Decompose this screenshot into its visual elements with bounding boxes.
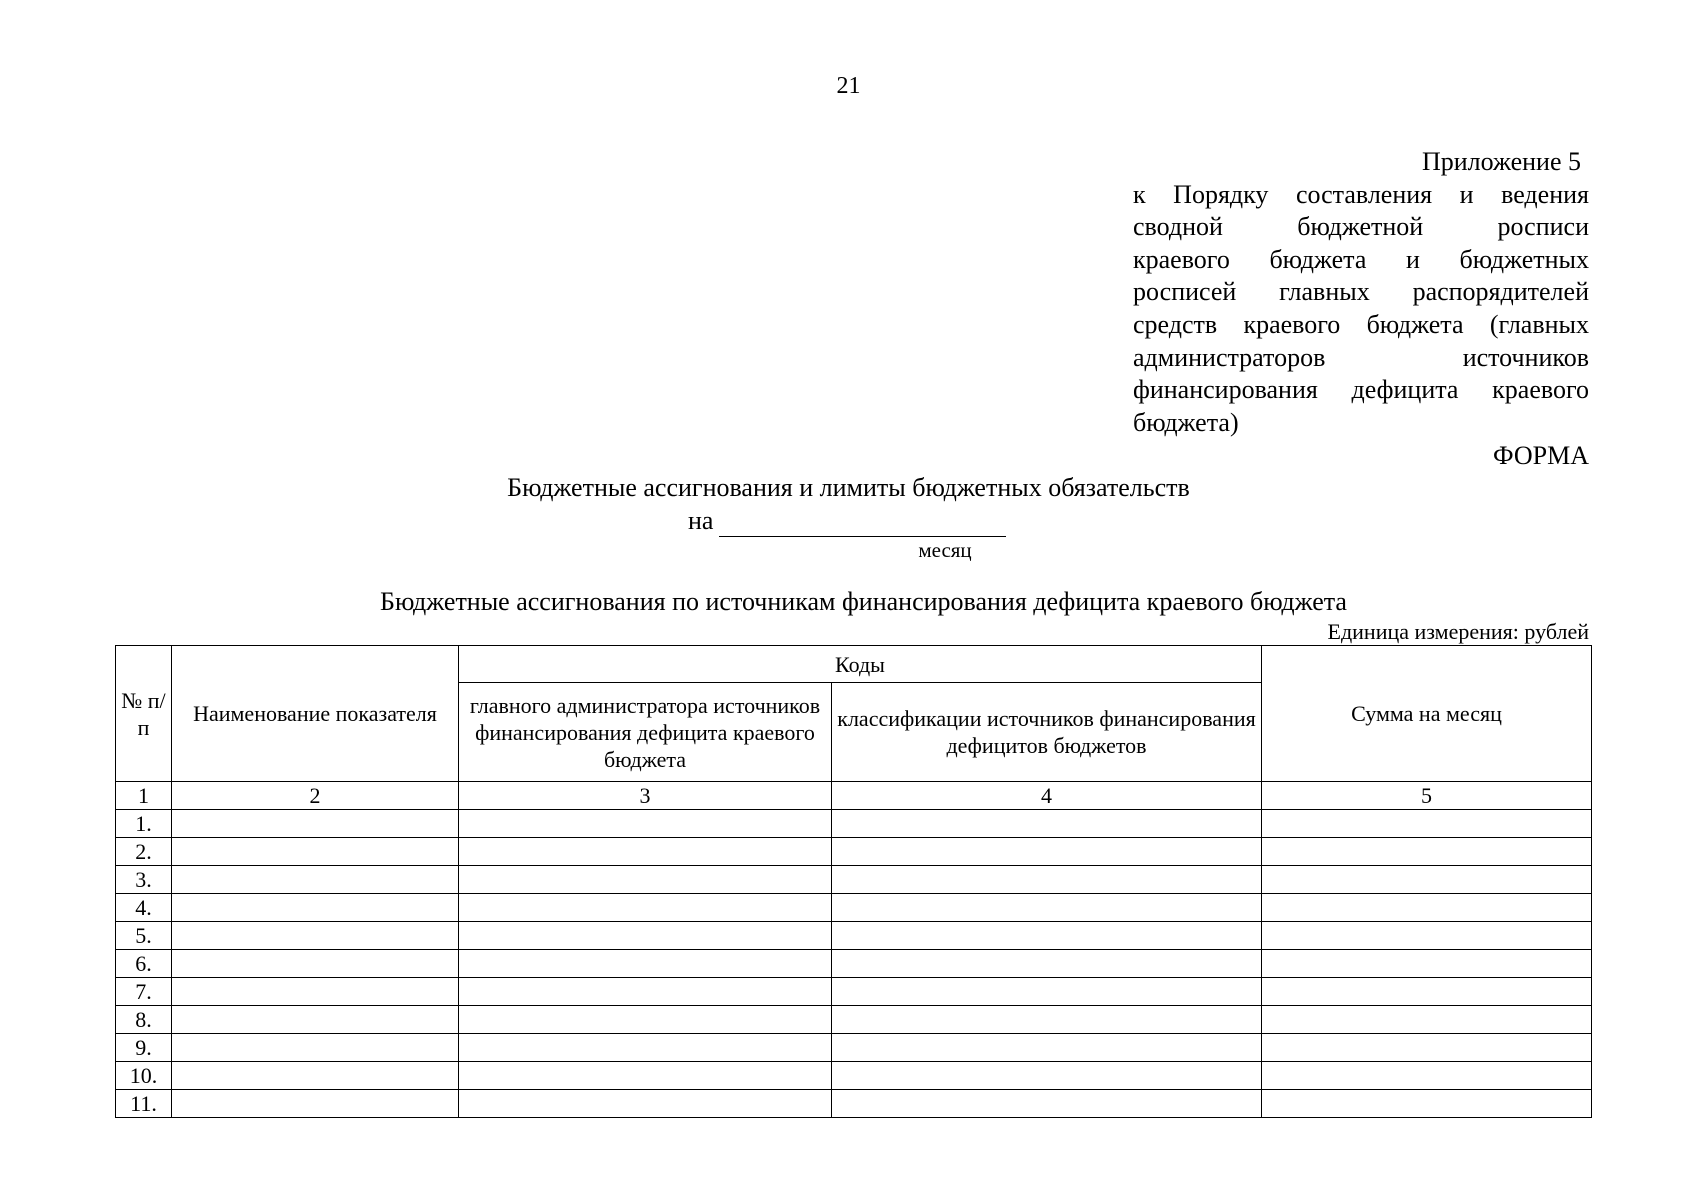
admin-code-cell[interactable] xyxy=(459,866,832,894)
table-row xyxy=(116,810,1592,838)
admin-code-cell[interactable] xyxy=(459,950,832,978)
class-code-cell[interactable] xyxy=(832,950,1262,978)
sum-cell[interactable] xyxy=(1262,838,1592,866)
month-prefix: на xyxy=(688,506,714,535)
row-index-cell: 3. xyxy=(116,866,172,894)
class-code-cell[interactable] xyxy=(832,1062,1262,1090)
class-code-cell[interactable] xyxy=(832,894,1262,922)
row-index-cell: 6. xyxy=(116,950,172,978)
row-index-cell: 9. xyxy=(116,1034,172,1062)
sum-cell[interactable] xyxy=(1262,1062,1592,1090)
table-row xyxy=(116,950,1592,978)
class-code-cell[interactable] xyxy=(832,1006,1262,1034)
class-code-cell[interactable] xyxy=(832,838,1262,866)
class-code-cell[interactable] xyxy=(832,1090,1262,1118)
appendix-line: росписей главных распорядителей xyxy=(1133,277,1589,307)
admin-code-cell[interactable] xyxy=(459,978,832,1006)
sum-cell[interactable] xyxy=(1262,1006,1592,1034)
appendix-block xyxy=(1133,146,1589,439)
class-code-cell[interactable] xyxy=(832,922,1262,950)
table-row xyxy=(116,1062,1592,1090)
page-number: 21 xyxy=(836,73,861,99)
row-index-cell: 11. xyxy=(116,1090,172,1118)
appendix-line: средств краевого бюджета (главных xyxy=(1133,309,1589,339)
row-index-cell: 4. xyxy=(116,894,172,922)
column-number: 3 xyxy=(459,782,832,810)
header-num: № п/п xyxy=(116,646,172,782)
class-code-cell[interactable] xyxy=(832,810,1262,838)
sum-cell[interactable] xyxy=(1262,922,1592,950)
admin-code-cell[interactable] xyxy=(459,838,832,866)
table-row xyxy=(116,1006,1592,1034)
column-number: 2 xyxy=(172,782,459,810)
row-index-cell: 1. xyxy=(116,810,172,838)
column-number: 1 xyxy=(116,782,172,810)
row-index-cell: 8. xyxy=(116,1006,172,1034)
indicator-name-cell[interactable] xyxy=(172,978,459,1006)
sum-cell[interactable] xyxy=(1262,1034,1592,1062)
admin-code-cell[interactable] xyxy=(459,1006,832,1034)
allocations-table xyxy=(115,645,1592,1118)
row-index-cell: 2. xyxy=(116,838,172,866)
table-row xyxy=(116,838,1592,866)
indicator-name-cell[interactable] xyxy=(172,1090,459,1118)
table-row xyxy=(116,1090,1592,1118)
indicator-name-cell[interactable] xyxy=(172,1034,459,1062)
admin-code-cell[interactable] xyxy=(459,894,832,922)
row-index-cell: 10. xyxy=(116,1062,172,1090)
appendix-line: финансирования дефицита краевого xyxy=(1133,375,1589,405)
header-admin-code: главного администратора источников финансирования дефицита краевого бюджета xyxy=(459,683,832,782)
month-caption: месяц xyxy=(918,538,972,562)
sum-cell[interactable] xyxy=(1262,950,1592,978)
appendix-line: администраторов источников xyxy=(1133,342,1589,372)
column-number: 4 xyxy=(832,782,1262,810)
indicator-name-cell[interactable] xyxy=(172,866,459,894)
table-caption: Бюджетные ассигнования по источникам финансирования дефицита краевого бюджета xyxy=(380,587,1347,616)
sum-cell[interactable] xyxy=(1262,810,1592,838)
form-label: ФОРМА xyxy=(1493,441,1589,470)
indicator-name-cell[interactable] xyxy=(172,838,459,866)
table-row xyxy=(116,894,1592,922)
class-code-cell[interactable] xyxy=(832,978,1262,1006)
column-number: 5 xyxy=(1262,782,1592,810)
sum-cell[interactable] xyxy=(1262,866,1592,894)
admin-code-cell[interactable] xyxy=(459,1034,832,1062)
indicator-name-cell[interactable] xyxy=(172,1006,459,1034)
sum-cell[interactable] xyxy=(1262,1090,1592,1118)
admin-code-cell[interactable] xyxy=(459,1062,832,1090)
column-number-row xyxy=(116,782,1592,810)
table-row xyxy=(116,866,1592,894)
indicator-name-cell[interactable] xyxy=(172,810,459,838)
header-class-code: классификации источников финансирования дефицитов бюджетов xyxy=(832,683,1262,782)
appendix-line: краевого бюджета и бюджетных xyxy=(1133,244,1589,274)
table-row xyxy=(116,978,1592,1006)
indicator-name-cell[interactable] xyxy=(172,922,459,950)
row-index-cell: 7. xyxy=(116,978,172,1006)
appendix-line: сводной бюджетной росписи xyxy=(1133,212,1589,242)
class-code-cell[interactable] xyxy=(832,1034,1262,1062)
sum-cell[interactable] xyxy=(1262,894,1592,922)
appendix-title: Приложение 5 xyxy=(1421,147,1581,176)
class-code-cell[interactable] xyxy=(832,866,1262,894)
row-index-cell: 5. xyxy=(116,922,172,950)
appendix-body xyxy=(1133,179,1589,440)
table-row xyxy=(116,922,1592,950)
appendix-line: к Порядку составления и ведения xyxy=(1133,179,1589,209)
unit-label: Единица измерения: рублей xyxy=(1327,619,1589,644)
document-title: Бюджетные ассигнования и лимиты бюджетных обязательств xyxy=(507,473,1190,502)
table-row xyxy=(116,1034,1592,1062)
indicator-name-cell[interactable] xyxy=(172,1062,459,1090)
indicator-name-cell[interactable] xyxy=(172,950,459,978)
month-blank-field[interactable] xyxy=(719,510,1006,537)
header-codes: Коды xyxy=(459,646,1262,683)
header-name: Наименование показателя xyxy=(172,646,459,782)
admin-code-cell[interactable] xyxy=(459,922,832,950)
admin-code-cell[interactable] xyxy=(459,810,832,838)
header-sum: Сумма на месяц xyxy=(1262,646,1592,782)
sum-cell[interactable] xyxy=(1262,978,1592,1006)
admin-code-cell[interactable] xyxy=(459,1090,832,1118)
month-line xyxy=(688,505,1006,537)
indicator-name-cell[interactable] xyxy=(172,894,459,922)
appendix-line: бюджета) xyxy=(1133,407,1239,437)
